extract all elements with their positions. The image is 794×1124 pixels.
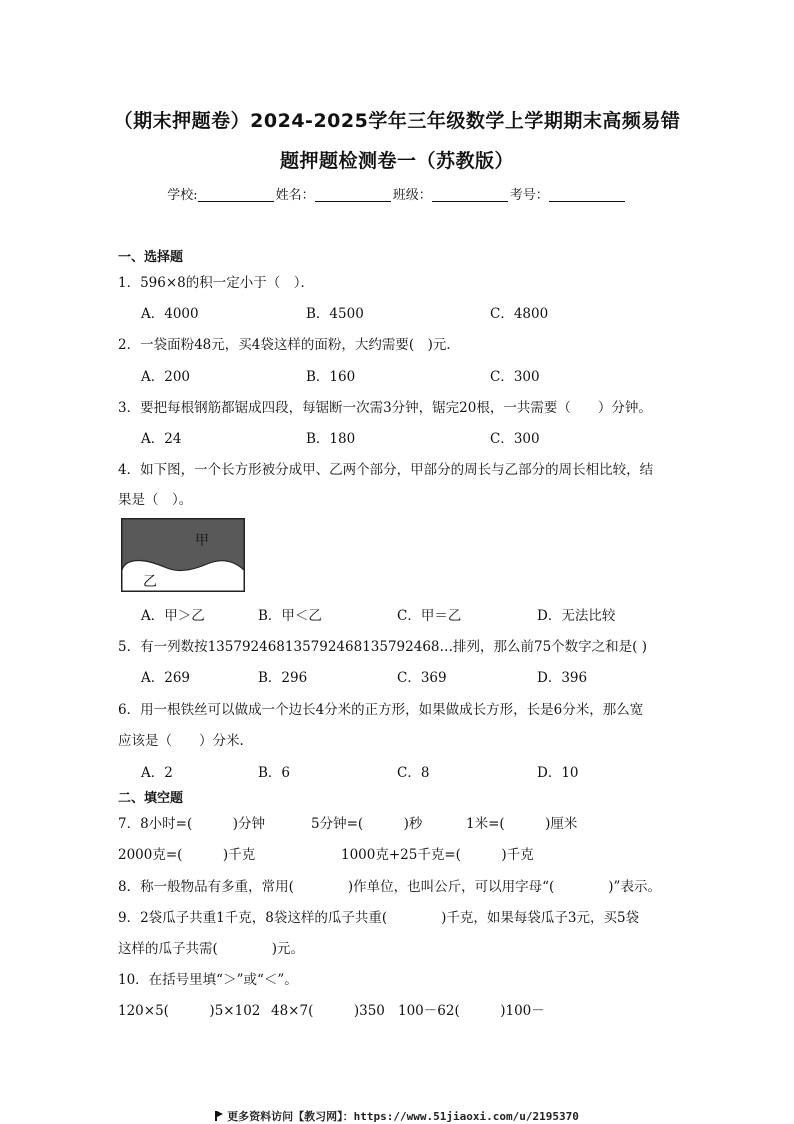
exam-title-line1: （期末押题卷）2024-2025学年三年级数学上学期期末高频易错 [113,110,681,132]
question-1: 1．596×8的积一定小于（ ）． [118,275,315,291]
footer-link[interactable] [0,1108,794,1124]
question-2-options [0,365,794,385]
footer-text: 更多资料访问【教习网】：https://www.51jiaoxi.com/u/2195370 [227,1110,579,1123]
school-label: 学校: [167,188,198,203]
option-b[interactable]: B．296 [258,670,308,686]
question-3: 3．要把每根钢筋都锯成四段，每锯断一次需3分钟，锯完20根，一共需要（ ）分钟。 [118,400,652,416]
question-10: 10．在括号里填“＞”或“＜”。 [118,972,298,988]
name-label: 姓名： [275,188,315,203]
q7-hours-to-minutes: 7．8小时=( )分钟 [118,816,266,832]
school-blank[interactable] [198,188,274,202]
option-c[interactable]: C．300 [490,369,540,385]
question-4-line2: 果是（ ）。 [118,492,193,508]
option-a[interactable]: A．4000 [141,306,199,322]
number-label: 考号： [509,188,549,203]
number-blank[interactable] [549,188,625,202]
question-10-items [0,999,794,1019]
option-c[interactable]: C．4800 [490,306,549,322]
question-1-options [0,302,794,322]
label-yi: 乙 [143,574,157,590]
question-4-options [0,604,794,624]
q7-minutes-to-seconds: 5分钟=( )秒 [311,816,423,832]
section-fill-heading: 二、填空题 [118,791,184,806]
option-c[interactable]: C．300 [490,431,540,447]
option-b[interactable]: B．甲＜乙 [258,608,322,624]
question-2: 2．一袋面粉48元，买4袋这样的面粉，大约需要( )元． [118,337,460,353]
option-c[interactable]: C．甲＝乙 [397,608,462,624]
option-a[interactable]: A．2 [141,765,173,781]
option-a[interactable]: A．甲＞乙 [141,608,205,624]
option-b[interactable]: B．4500 [306,306,364,322]
question-6-line2: 应该是（ ）分米. [118,733,244,749]
q7-meters-to-cm: 1米=( )厘米 [466,816,578,832]
option-a[interactable]: A．269 [141,670,191,686]
option-b[interactable]: B．6 [258,765,291,781]
option-c[interactable]: C．369 [397,670,447,686]
question-9-line2: 这样的瓜子共需( )元。 [118,941,305,957]
exam-title-line2: 题押题检测卷一（苏教版） [279,150,514,172]
option-d[interactable]: D．396 [537,670,588,686]
option-b[interactable]: B．180 [306,431,356,447]
option-a[interactable]: A．24 [141,431,182,447]
question-6-line1: 6．用一根铁丝可以做成一个边长4分米的正方形，如果做成长方形，长是6分米，那么宽 [118,702,644,718]
flag-icon [215,1111,223,1121]
question-8: 8．称一般物品有多重，常用( )作单位，也叫公斤，可以用字母“( )”表示。 [118,879,661,895]
question-7-row2 [0,843,794,863]
rectangle-figure [121,518,245,592]
q10-item2: 48×7( )350 [271,1003,385,1019]
question-4-line1: 4．如下图，一个长方形被分成甲、乙两个部分，甲部分的周长与乙部分的周长相比较，结 [118,462,654,478]
class-label: 班级： [392,188,432,203]
option-b[interactable]: B．160 [306,369,356,385]
question-6-options [0,761,794,781]
question-9-line1: 9．2袋瓜子共重1千克，8袋这样的瓜子共重( )千克，如果每袋瓜子3元，买5袋 [118,910,640,926]
question-3-options [0,427,794,447]
section-choice-heading: 一、选择题 [118,250,184,265]
q10-item3: 100－62( )100－ [398,1003,545,1019]
q10-item1: 120×5( )5×102 [118,1003,261,1019]
option-c[interactable]: C．8 [397,765,430,781]
class-blank[interactable] [432,188,508,202]
option-d[interactable]: D．无法比较 [537,608,616,624]
q7-grams-to-kg: 2000克=( )千克 [118,847,256,863]
name-blank[interactable] [315,188,391,202]
question-5-options [0,666,794,686]
option-d[interactable]: D．10 [537,765,579,781]
label-jia: 甲 [195,533,209,549]
question-7-row1 [0,812,794,832]
student-info-fields [0,184,794,203]
option-a[interactable]: A．200 [141,369,191,385]
q7-sum-kg: 1000克+25千克=( )千克 [341,847,534,863]
question-5: 5．有一列数按135792468135792468135792468…排列，那么前75个数字之和是( ) [118,639,647,655]
region-jia [122,519,244,571]
